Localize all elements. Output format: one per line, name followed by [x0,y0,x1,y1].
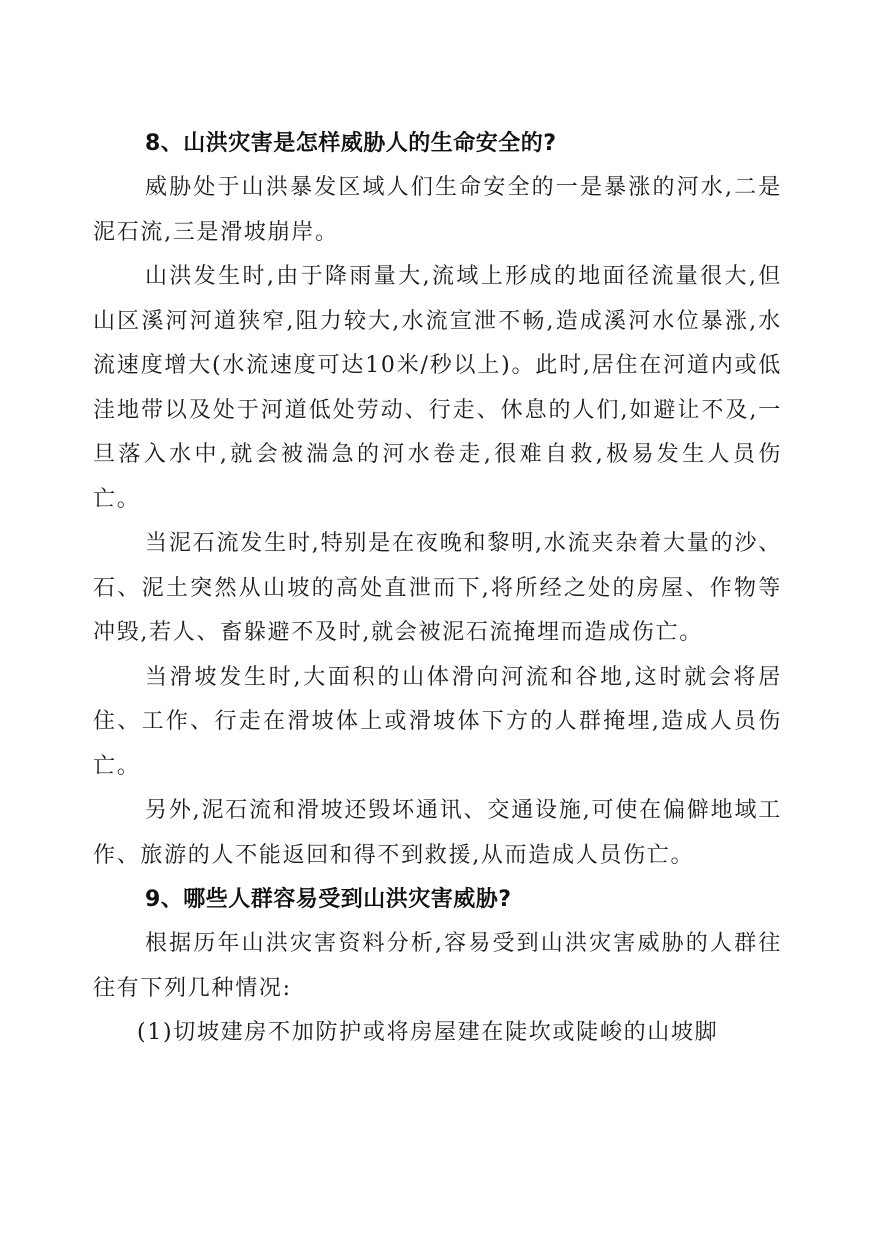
section-9-paragraph-1: 根据历年山洪灾害资料分析,容易受到山洪灾害威胁的人群往往有下列几种情况: [93,931,782,1001]
section-8-paragraph-5: 另外,泥石流和滑坡还毁坏通讯、交通设施,可使在偏僻地域工作、旅游的人不能返回和得不到救援,从而造成人员伤亡。 [93,798,782,868]
section-8-paragraph-2: 山洪发生时,由于降雨量大,流域上形成的地面径流量很大,但山区溪河河道狭窄,阻力较大,水流宣泄不畅,造成溪河水位暴涨,水流速度增大(水流速度可达10米/秒以上)。此时,居住在河道内或低洼地带以及处于河道低处劳动、行走、休息的人们,如避让不及,一旦落入水中,就会被湍急的河水卷走,很难自救,极易发生人员伤亡。 [93,264,782,512]
section-8-paragraph-3: 当泥石流发生时,特别是在夜晚和黎明,水流夹杂着大量的沙、石、泥土突然从山坡的高处直泄而下,将所经之处的房屋、作物等冲毁,若人、畜躲避不及时,就会被泥石流掩埋而造成伤亡。 [93,531,782,645]
section-8-paragraph-4: 当滑坡发生时,大面积的山体滑向河流和谷地,这时就会将居住、工作、行走在滑坡体上或滑坡体下方的人群掩埋,造成人员伤亡。 [93,664,782,779]
section-9-list-item-1: (1)切坡建房不加防护或将房屋建在陡坎或陡峻的山坡脚 [137,1020,719,1045]
document-body [93,122,782,1056]
section-8-heading: 8、山洪灾害是怎样威胁人的生命安全的? [145,131,557,156]
section-8-paragraph-1: 威胁处于山洪暴发区域人们生命安全的一是暴涨的河水,二是泥石流,三是滑坡崩岸。 [93,175,782,245]
section-9-heading: 9、哪些人群容易受到山洪灾害威胁? [145,887,512,912]
